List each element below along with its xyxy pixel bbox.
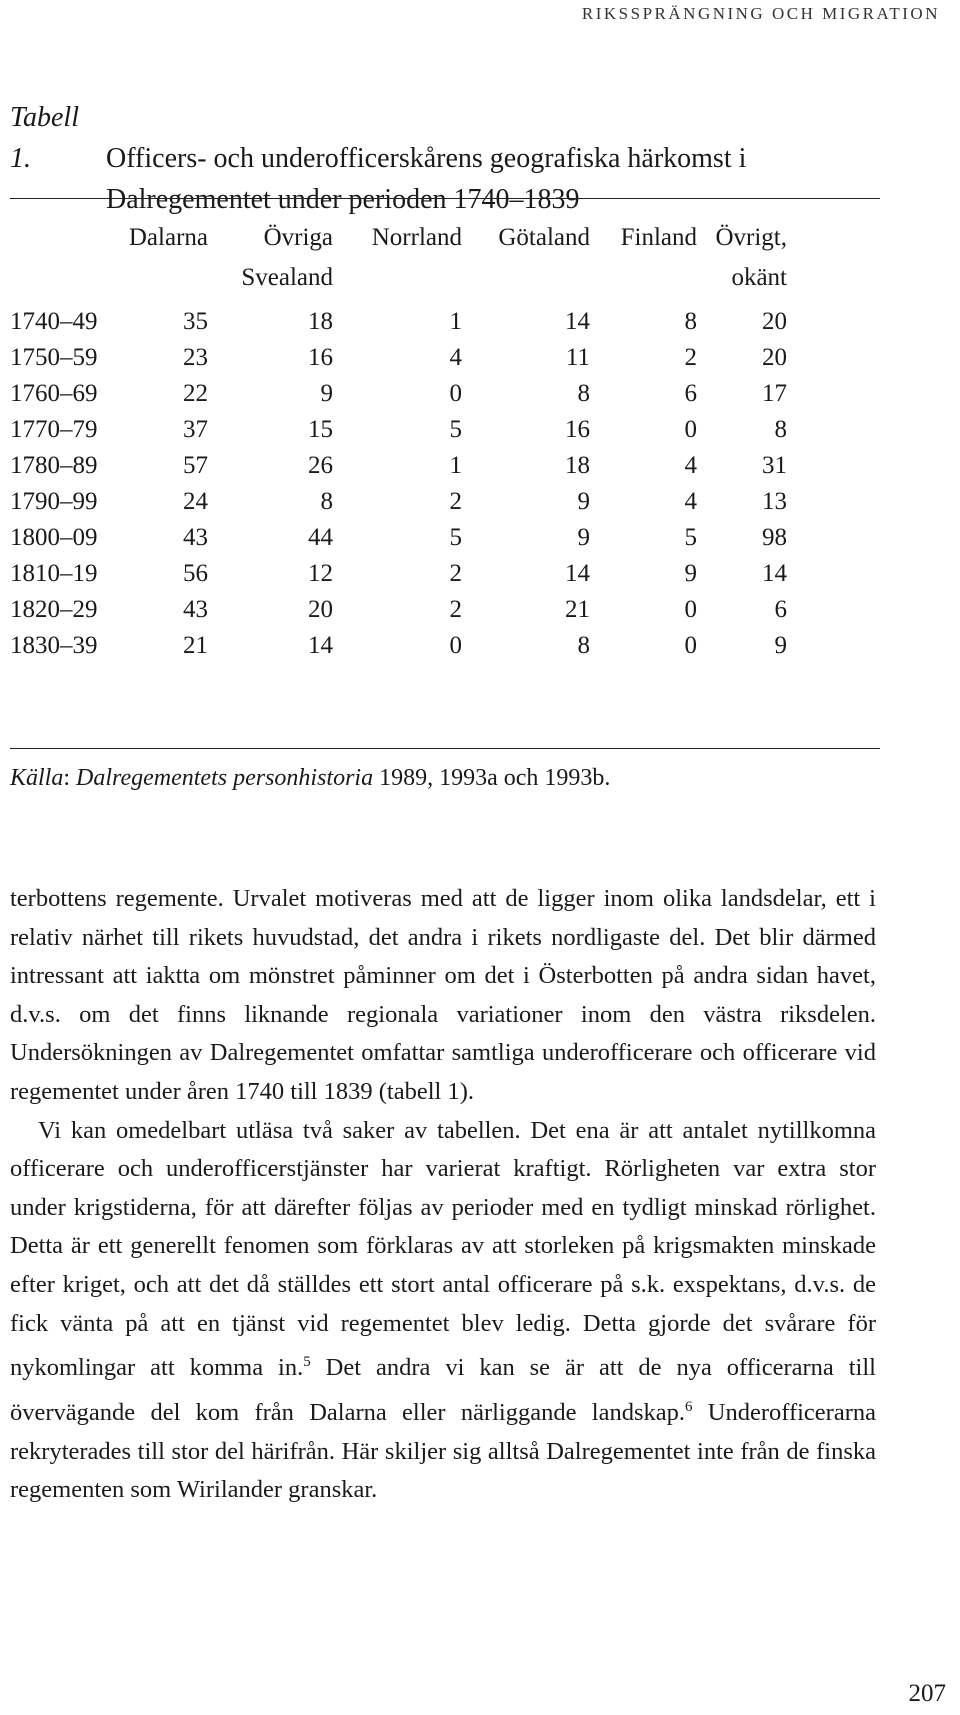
table-cell: 24 xyxy=(183,488,208,515)
row-period: 1770–79 xyxy=(10,416,98,443)
table-rule-bottom xyxy=(10,748,880,749)
column-header-line1: Dalarna xyxy=(128,224,208,251)
table-cell: 0 xyxy=(449,380,462,407)
paragraph-2-part-c: Underofficerarna rekryterades till stor del härifrån. Här skiljer sig alltså Dalregementet inte från de finska regementen som Wirilander granskar. xyxy=(10,1399,876,1504)
source-work: Dalregementets personhistoria xyxy=(76,765,374,791)
table-cell: 14 xyxy=(762,560,787,587)
table-row xyxy=(0,488,900,522)
row-period: 1810–19 xyxy=(10,560,98,587)
page-number: 207 xyxy=(908,1680,946,1707)
table-cell: 22 xyxy=(183,380,208,407)
table-row xyxy=(0,524,900,558)
table-cell: 11 xyxy=(565,344,590,371)
column-header-line1: Övriga xyxy=(263,224,333,251)
table-cell: 16 xyxy=(565,416,590,443)
table-cell: 9 xyxy=(577,488,590,515)
table-row xyxy=(0,344,900,378)
table-cell: 6 xyxy=(684,380,697,407)
table-cell: 0 xyxy=(684,416,697,443)
table-cell: 6 xyxy=(774,596,787,623)
column-header-line1: Götaland xyxy=(498,224,590,251)
source-rest: 1989, 1993a och 1993b. xyxy=(373,765,611,791)
table-cell: 2 xyxy=(449,560,462,587)
table-cell: 14 xyxy=(565,560,590,587)
row-period: 1760–69 xyxy=(10,380,98,407)
column-header-line2 xyxy=(372,258,462,298)
table-cell: 2 xyxy=(449,488,462,515)
table-rule-top xyxy=(10,198,880,199)
body-text xyxy=(10,880,876,1510)
column-header-line1: Finland xyxy=(620,224,697,251)
source-colon: : xyxy=(63,765,77,791)
paragraph-2 xyxy=(10,1112,876,1510)
table-cell: 43 xyxy=(183,524,208,551)
table-cell: 98 xyxy=(762,524,787,551)
table-cell: 8 xyxy=(774,416,787,443)
table-cell: 13 xyxy=(762,488,787,515)
row-period: 1790–99 xyxy=(10,488,98,515)
table-cell: 57 xyxy=(183,452,208,479)
table-cell: 8 xyxy=(577,380,590,407)
table-row xyxy=(0,380,900,414)
table-cell: 5 xyxy=(684,524,697,551)
table-cell: 43 xyxy=(183,596,208,623)
table-cell: 20 xyxy=(762,344,787,371)
table-title-line2: Dalregementet under perioden 1740–1839 xyxy=(106,184,580,215)
row-period: 1800–09 xyxy=(10,524,98,551)
table-cell: 20 xyxy=(308,596,333,623)
column-header xyxy=(372,218,462,298)
table-cell: 56 xyxy=(183,560,208,587)
column-header xyxy=(129,218,208,298)
column-header-line1: Norrland xyxy=(371,224,462,251)
table-cell: 1 xyxy=(449,308,462,335)
row-period: 1830–39 xyxy=(10,632,98,659)
table-row xyxy=(0,452,900,486)
column-header-line2 xyxy=(129,258,208,298)
running-head: RIKSSPRÄNGNING OCH MIGRATION xyxy=(581,4,940,23)
column-header xyxy=(715,218,787,298)
table-cell: 0 xyxy=(449,632,462,659)
table-cell: 0 xyxy=(684,596,697,623)
table-cell: 9 xyxy=(774,632,787,659)
table-row xyxy=(0,596,900,630)
table-cell: 14 xyxy=(565,308,590,335)
table-row xyxy=(0,416,900,450)
table-title-line1: Officers- och underofficerskårens geografiska härkomst i xyxy=(106,143,747,174)
column-header xyxy=(621,218,697,298)
column-header-line2: okänt xyxy=(731,264,787,291)
table-cell: 44 xyxy=(308,524,333,551)
table-cell: 8 xyxy=(577,632,590,659)
table-source xyxy=(10,765,610,792)
table-cell: 18 xyxy=(565,452,590,479)
table-cell: 15 xyxy=(308,416,333,443)
paragraph-2-part-b: Det andra vi kan se är att de nya officerarna till övervägande del kom från Dalarna eller närliggande landskap. xyxy=(10,1354,876,1427)
table-cell: 4 xyxy=(449,344,462,371)
table-cell: 5 xyxy=(449,416,462,443)
row-period: 1820–29 xyxy=(10,596,98,623)
table-cell: 37 xyxy=(183,416,208,443)
column-header xyxy=(498,218,590,298)
source-label: Källa xyxy=(10,765,64,791)
table-cell: 14 xyxy=(308,632,333,659)
table-cell: 20 xyxy=(762,308,787,335)
table-cell: 8 xyxy=(684,308,697,335)
table-cell: 31 xyxy=(762,452,787,479)
table-row xyxy=(0,308,900,342)
row-period: 1750–59 xyxy=(10,344,98,371)
table-cell: 2 xyxy=(684,344,697,371)
table-cell: 1 xyxy=(449,452,462,479)
table-cell: 9 xyxy=(684,560,697,587)
table-cell: 9 xyxy=(320,380,333,407)
table-cell: 4 xyxy=(684,488,697,515)
table-cell: 4 xyxy=(684,452,697,479)
column-header-line2 xyxy=(621,258,697,298)
table-cell: 0 xyxy=(684,632,697,659)
table-cell: 26 xyxy=(308,452,333,479)
footnote-ref-5: 5 xyxy=(303,1354,311,1371)
table-cell: 8 xyxy=(320,488,333,515)
row-period: 1780–89 xyxy=(10,452,98,479)
table-cell: 16 xyxy=(308,344,333,371)
column-header-line1: Övrigt, xyxy=(715,224,787,251)
table-caption xyxy=(10,97,880,220)
table-label: Tabell 1. xyxy=(10,102,79,174)
column-header xyxy=(241,218,333,298)
table-cell: 12 xyxy=(308,560,333,587)
column-header-line2: Svealand xyxy=(241,264,333,291)
table-cell: 21 xyxy=(183,632,208,659)
table-cell: 18 xyxy=(308,308,333,335)
column-header-line2 xyxy=(498,258,590,298)
table-cell: 2 xyxy=(449,596,462,623)
table-cell: 23 xyxy=(183,344,208,371)
paragraph-2-part-a: Vi kan omedelbart utläsa två saker av tabellen. Det ena är att antalet nytillkomna officerare och underofficerstjänster har varierat kraftigt. Rörligheten var extra stor under krigstiderna, för att därefter följas av perioder med en tydligt minskad rörlighet. Detta är ett generellt fenomen som förklaras av att storleken på krigsmakten minskade efter kriget, och att det då ställdes ett stort antal officerare på s.k. exspektans, d.v.s. de fick vänta på att en tjänst vid regementet blev ledig. Detta gjorde det svårare för nykomlingar att komma in. xyxy=(10,1116,876,1382)
table-cell: 9 xyxy=(577,524,590,551)
table-cell: 17 xyxy=(762,380,787,407)
footnote-ref-6: 6 xyxy=(684,1398,693,1415)
table-cell: 5 xyxy=(449,524,462,551)
table-row xyxy=(0,560,900,594)
table-row xyxy=(0,632,900,666)
table-cell: 35 xyxy=(183,308,208,335)
table-cell: 21 xyxy=(565,596,590,623)
paragraph-1: terbottens regemente. Urvalet motiveras med att de ligger inom olika landsdelar, ett i relativ närhet till rikets huvudstad, det andra i rikets nordligaste del. Det blir därmed intressant att iaktta om mönstret påminner om det i Österbotten på andra sidan havet, d.v.s. om det finns liknande regionala variationer inom den västra riksdelen. Undersökningen av Dalregementet omfattar samtliga underofficerare och officerare vid regementet under åren 1740 till 1839 (tabell 1). xyxy=(10,885,876,1105)
row-period: 1740–49 xyxy=(10,308,98,335)
